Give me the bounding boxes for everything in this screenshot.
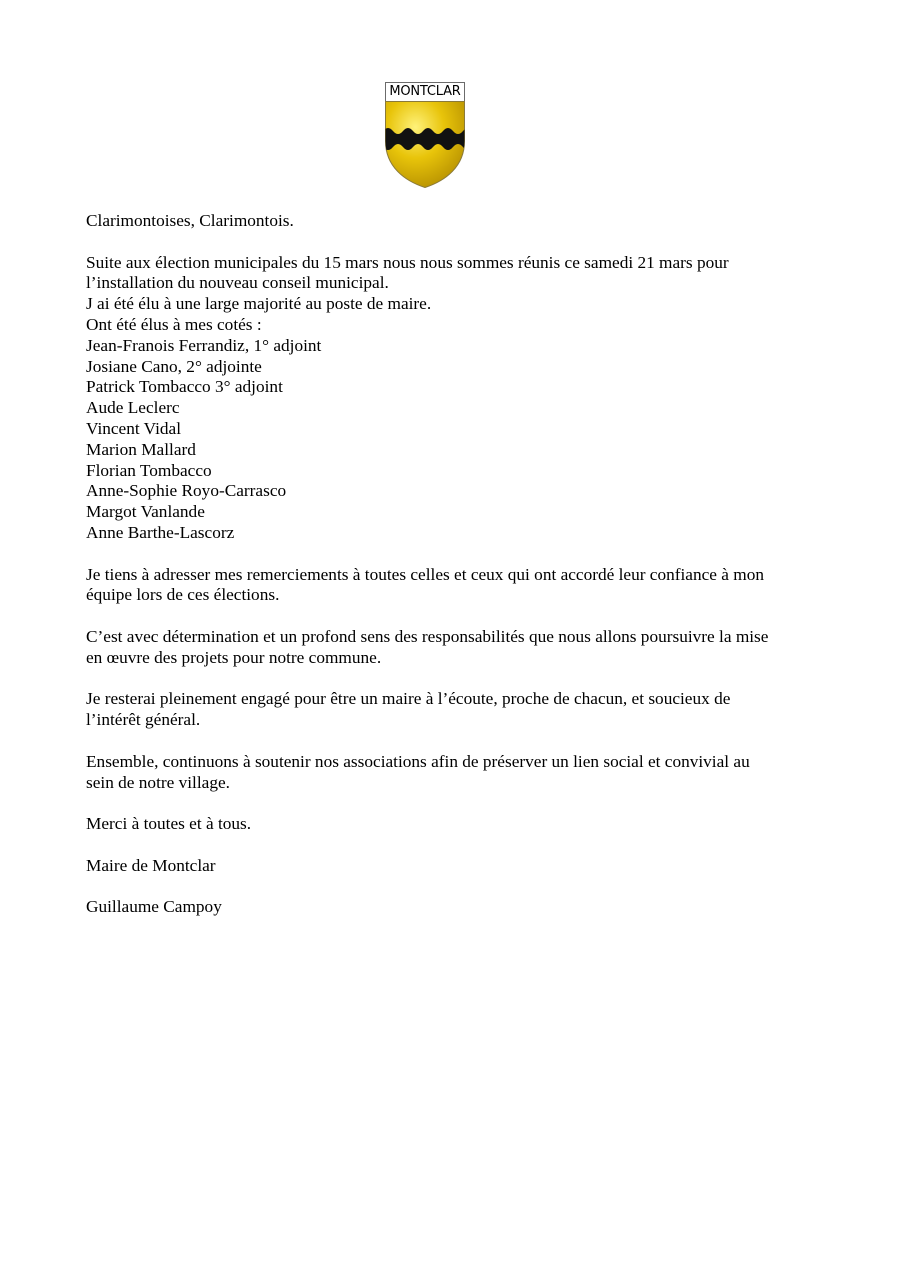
council-member: Anne-Sophie Royo-Carrasco — [86, 481, 287, 501]
thanks-paragraph: équipe lors de ces élections. — [86, 585, 280, 605]
council-member: Anne Barthe-Lascorz — [86, 522, 235, 542]
council-member: Vincent Vidal — [86, 418, 182, 438]
letter-body — [86, 211, 816, 918]
council-member: Josiane Cano, 2° adjointe — [86, 356, 262, 376]
signature-name: Guillaume Campoy — [86, 897, 222, 917]
council-member: Aude Leclerc — [86, 398, 180, 418]
closing-line: Merci à toutes et à tous. — [86, 814, 252, 834]
coat-of-arms — [385, 82, 465, 188]
determination-paragraph: C’est avec détermination et un profond sens des responsabilités que nous allons poursuivre la mise — [86, 626, 769, 646]
council-member: Patrick Tombacco 3° adjoint — [86, 377, 283, 397]
together-paragraph: Ensemble, continuons à soutenir nos associations afin de préserver un lien social et convivial au — [86, 751, 750, 771]
council-member: Florian Tombacco — [86, 460, 212, 480]
elected-intro: Ont été élus à mes cotés : — [86, 314, 262, 334]
elected-statement: J ai été élu à une large majorité au poste de maire. — [86, 294, 432, 314]
determination-paragraph: en œuvre des projets pour notre commune. — [86, 647, 382, 667]
signature-title: Maire de Montclar — [86, 855, 216, 875]
commitment-paragraph: Je resterai pleinement engagé pour être un maire à l’écoute, proche de chacun, et soucieux de — [86, 689, 731, 709]
greeting: Clarimontoises, Clarimontois. — [86, 211, 294, 230]
council-member: Marion Mallard — [86, 439, 196, 459]
council-member: Jean-Franois Ferrandiz, 1° adjoint — [86, 335, 322, 355]
together-paragraph: sein de notre village. — [86, 772, 230, 792]
thanks-paragraph: Je tiens à adresser mes remerciements à toutes celles et ceux qui ont accordé leur confiance à mon — [86, 564, 764, 584]
intro-line: l’installation du nouveau conseil municipal. — [86, 273, 389, 293]
crest-label: MONTCLAR — [385, 82, 465, 102]
intro-line: Suite aux élection municipales du 15 mars nous nous sommes réunis ce samedi 21 mars pour — [86, 252, 729, 272]
commitment-paragraph: l’intérêt général. — [86, 710, 201, 730]
montclar-coat-of-arms-icon — [385, 101, 465, 188]
council-member: Margot Vanlande — [86, 502, 205, 522]
